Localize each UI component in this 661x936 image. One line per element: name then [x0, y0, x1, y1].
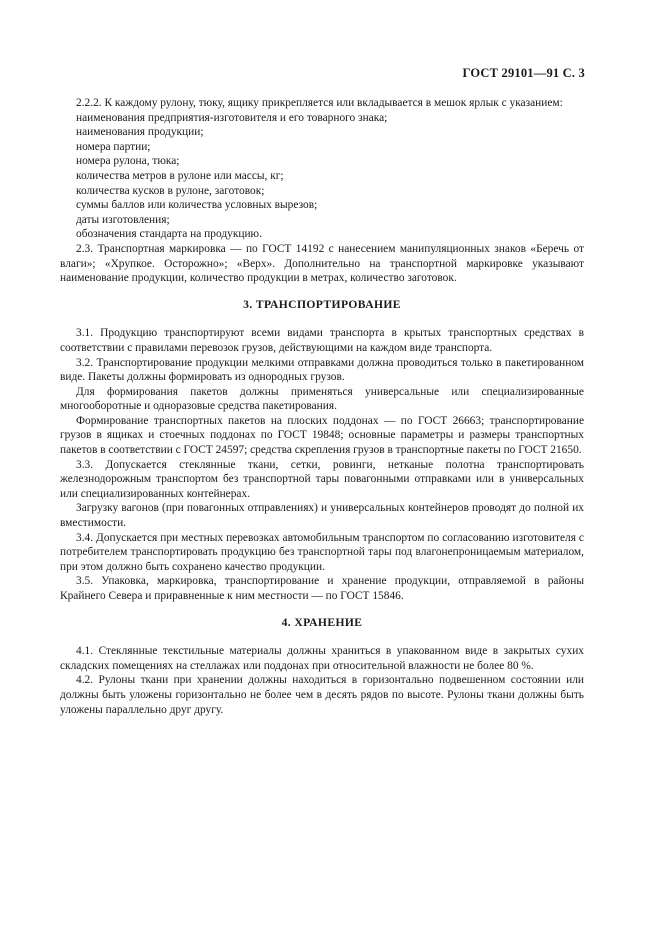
paragraph-3-2-b: Для формирования пакетов должны применяться универсальные или специализированные многооборотные и одноразовые средства пакетирования.: [60, 385, 584, 413]
label-contents-list: [60, 111, 584, 242]
paragraph-3-2-c: Формирование транспортных пакетов на плоских поддонах — по ГОСТ 26663; транспортирование грузов в ящиках и стоечных поддонах по ГОСТ 19848; основные параметры и размеры транспортных пакетов в соответствии с ГОСТ 24597; средства скрепления грузов в транспортные пакеты по ГОСТ 21650.: [60, 414, 584, 457]
paragraph-4-2: 4.2. Рулоны ткани при хранении должны находиться в горизонтально подвешенном состоянии или должны быть уложены горизонтально не более чем в десять рядов по высоте. Рулоны ткани должны быть уложены параллельно друг другу.: [60, 674, 584, 716]
page-header-doc-ref: ГОСТ 29101—91 С. 3: [462, 66, 585, 80]
paragraph-3-1: 3.1. Продукцию транспортируют всеми видами транспорта в крытых транспортных средствах в соответствии с правилами перевозок грузов, действующими на каждом виде транспорта.: [60, 327, 584, 354]
list-item: даты изготовления;: [76, 213, 170, 226]
spacer: [60, 630, 584, 644]
list-item: наименования продукции;: [76, 126, 204, 139]
page-content: [60, 96, 584, 717]
section-title-transport: 3. ТРАНСПОРТИРОВАНИЕ: [243, 297, 401, 311]
list-item: обозначения стандарта на продукцию.: [76, 228, 262, 241]
paragraph-4-1: 4.1. Стеклянные текстильные материалы должны храниться в упакованном виде в закрытых сухих складских помещениях на стеллажах или поддонах при относительной влажности не более 80 %.: [60, 645, 584, 672]
paragraph-2-2-2: 2.2.2. К каждому рулону, тюку, ящику прикрепляется или вкладывается в мешок ярлык с указанием:: [76, 97, 563, 109]
list-item: наименования предприятия-изготовителя и его товарного знака;: [76, 111, 388, 124]
paragraph-3-3-b: Загрузку вагонов (при повагонных отправлениях) и универсальных контейнеров проводят до полной их вместимости.: [60, 502, 584, 530]
list-item: номера рулона, тюка;: [76, 155, 180, 168]
paragraph-3-2: 3.2. Транспортирование продукции мелкими отправками должна проводиться только в пакетированном виде. Пакеты должны формировать из однородных грузов.: [60, 356, 584, 384]
list-item: количества кусков в рулоне, заготовок;: [76, 184, 265, 197]
paragraph-3-4: 3.4. Допускается при местных перевозках автомобильным транспортом по согласованию изготовителя с потребителем транспортировать продукцию без транспортной тары под влагонепроницаемым материалом, при этом должно быть сохранено качество продукции.: [60, 531, 584, 573]
paragraph-3-3: 3.3. Допускается стеклянные ткани, сетки, ровинги, нетканые полотна транспортировать железнодорожным транспортом без транспортной тары повагонными отправками или в универсальных или специализированных контейнерах.: [60, 458, 584, 500]
section-title-storage: 4. ХРАНЕНИЕ: [281, 615, 363, 629]
paragraph-2-3: 2.3. Транспортная маркировка — по ГОСТ 14192 с нанесением манипуляционных знаков «Беречь от влаги»; «Хрупкое. Осторожно»; «Верх». Дополнительно на транспортной маркировке указывают наименование продукции, количество продукции в метрах, количество заготовок.: [60, 242, 584, 285]
paragraph-3-5: 3.5. Упаковка, маркировка, транспортирование и хранение продукции, отправляемой в районы Крайнего Севера и приравненные к ним местности — по ГОСТ 15846.: [60, 575, 584, 602]
spacer: [60, 286, 584, 298]
spacer: [60, 312, 584, 326]
list-item: количества метров в рулоне или массы, кг;: [76, 169, 284, 182]
spacer: [60, 604, 584, 616]
list-item: номера партии;: [76, 140, 151, 153]
list-item: суммы баллов или количества условных вырезов;: [76, 199, 318, 212]
